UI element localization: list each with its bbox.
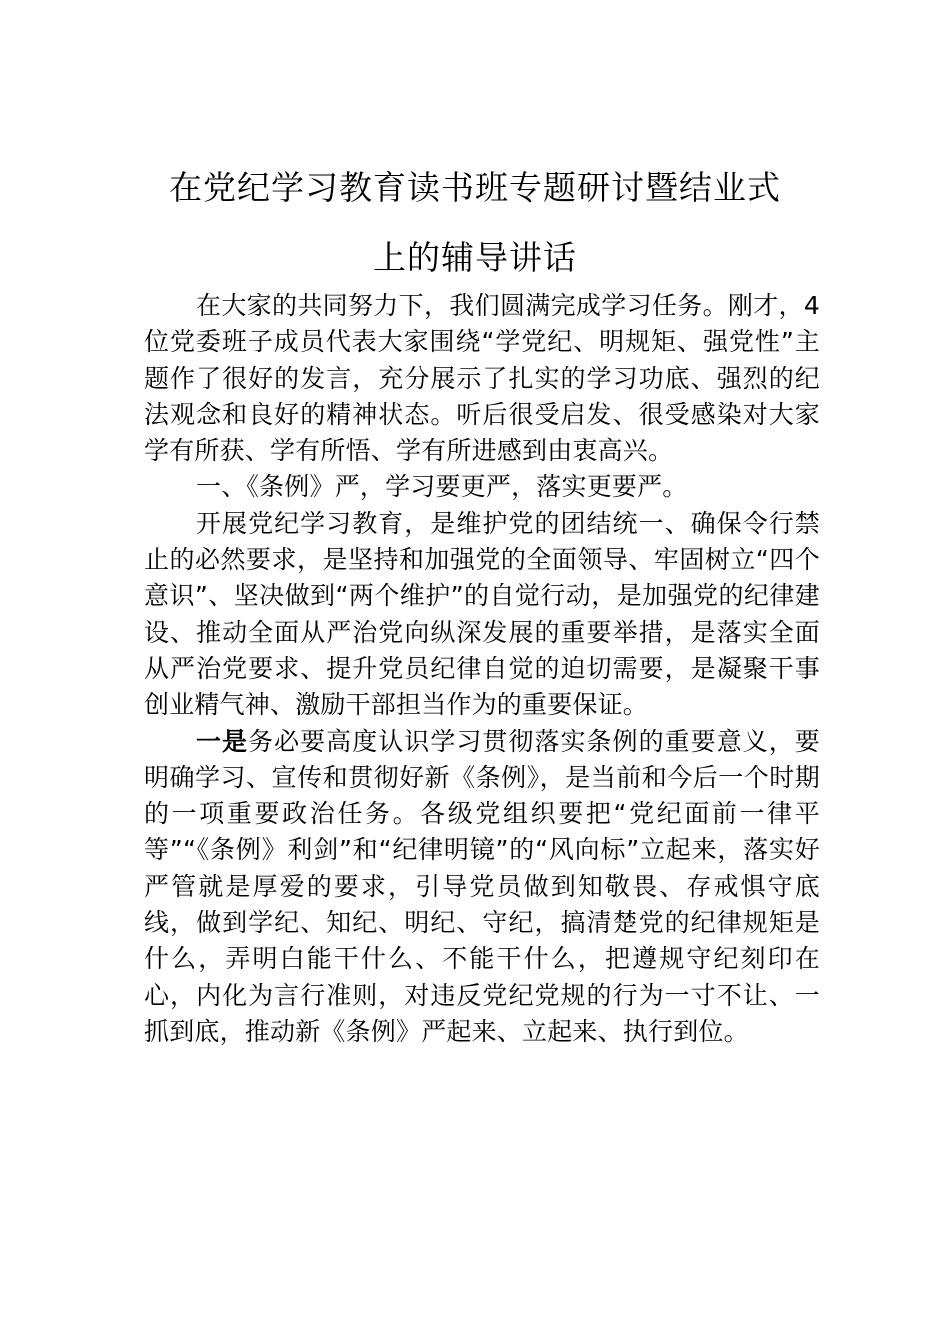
paragraph-point-1-lead: 一是 xyxy=(196,726,249,756)
paragraph-point-1-text: 务必要高度认识学习贯彻落实条例的重要意义，要明确学习、宣传和贯彻好新《条例》，是当前和今后一个时期的一项重要政治任务。各级党组织要把“党纪面前一律平等”“《条例》利剑”和“纪律明镜”的“风向标”立起来，落实好严管就是厚爱的要求，引导党员做到知敬畏、存戒惧守底线，做到学纪、知纪、明纪、守纪，搞清楚党的纪律规矩是什么，弄明白能干什么、不能干什么，把遵规守纪刻印在心，内化为言行准则，对违反党纪党规的行为一寸不让、一抓到底，推动新《条例》严起来、立起来、执行到位。 xyxy=(144,726,820,1046)
paragraph-intro xyxy=(144,288,820,469)
document-title-line-1: 在党纪学习教育读书班专题研讨暨结业式 xyxy=(169,168,781,207)
paragraph-intro-text: 在大家的共同努力下，我们圆满完成学习任务。刚才，4位党委班子成员代表大家围绕“学党纪、明规矩、强党性”主题作了很好的发言，充分展示了扎实的学习功底、强烈的纪法观念和良好的精神状态。听后很受启发、很受感染对大家学有所获、学有所悟、学有所进感到由衷高兴。 xyxy=(144,291,820,466)
paragraph-significance-text: 开展党纪学习教育，是维护党的团结统一、确保令行禁止的必然要求，是坚持和加强党的全面领导、牢固树立“四个意识”、坚决做到“两个维护”的自觉行动，是加强党的纪律建设、推动全面从严治党向纵深发展的重要举措，是落实全面从严治党要求、提升党员纪律自觉的迫切需要，是凝聚干事创业精气神、激励干部担当作为的重要保证。 xyxy=(144,508,820,720)
document-title-line-2: 上的辅导讲话 xyxy=(373,238,577,277)
section-heading-1 xyxy=(144,469,820,505)
section-heading-1-text: 一、《条例》严，学习要更严，落实更要严。 xyxy=(196,472,688,502)
paragraph-point-1 xyxy=(144,724,820,1051)
document-body xyxy=(144,288,820,1050)
paragraph-significance xyxy=(144,506,820,724)
